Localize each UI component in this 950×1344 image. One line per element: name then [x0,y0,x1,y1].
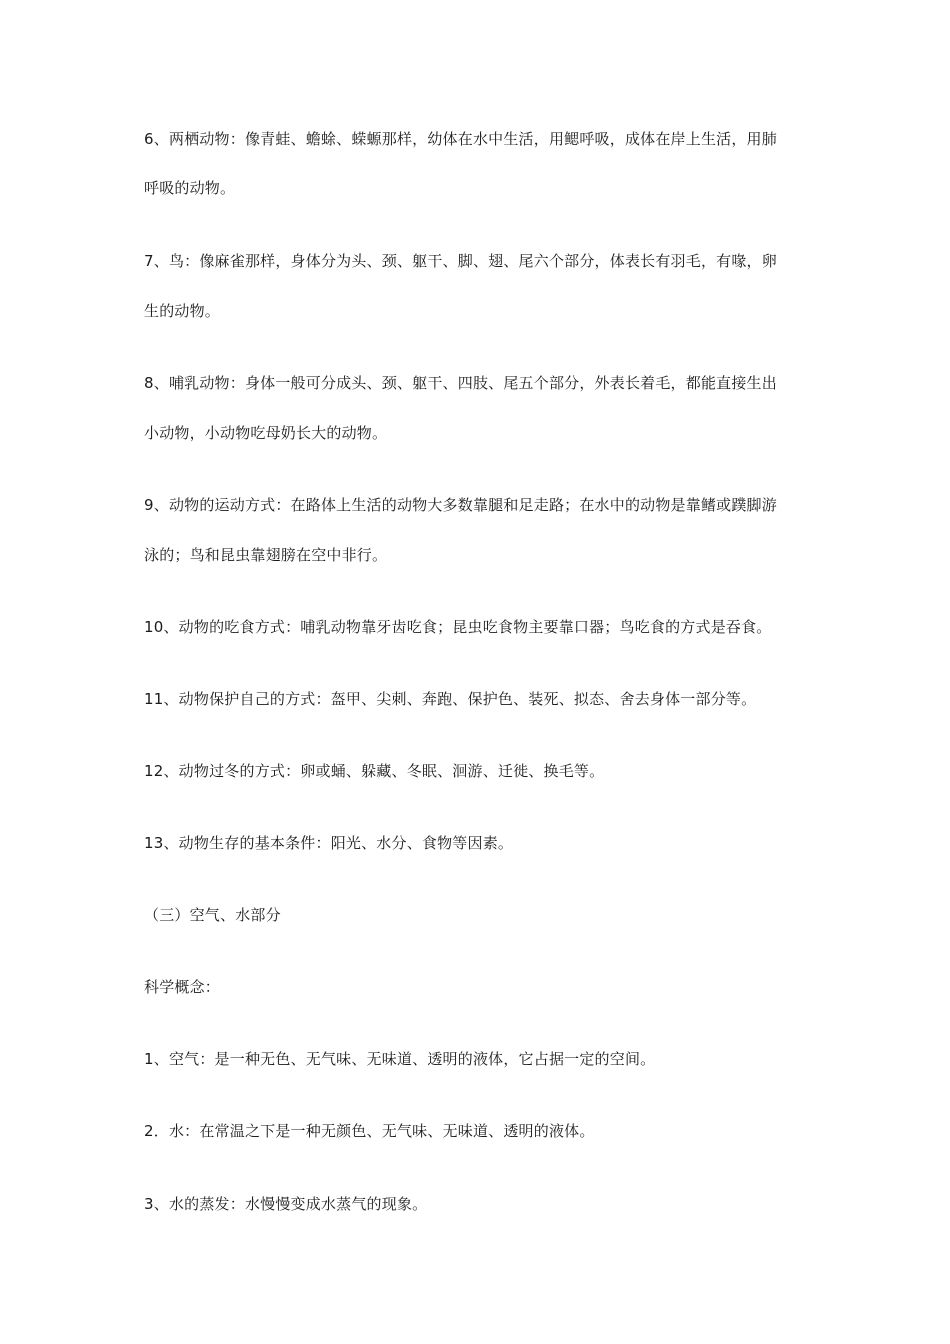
text-line-survival: 13、动物生存的基本条件：阳光、水分、食物等因素。 [144,834,514,852]
text-line-eating: 10、动物的吃食方式：哺乳动物靠牙齿吃食；昆虫吃食物主要靠口器；鸟吃食的方式是吞食。 [144,618,772,636]
text-line-mammal-1: 8、哺乳动物：身体一般可分成头、颈、躯干、四肢、尾五个部分，外表长着毛，都能直接生出 [144,374,777,392]
text-line-protection: 11、动物保护自己的方式：盔甲、尖刺、奔跑、保护色、装死、拟态、舍去身体一部分等。 [144,690,757,708]
text-line-amphibian-2: 呼吸的动物。 [144,179,236,197]
text-line-evaporation: 3、水的蒸发：水慢慢变成水蒸气的现象。 [144,1195,428,1213]
text-line-amphibian-1: 6、两栖动物：像青蛙、蟾蜍、蝾螈那样，幼体在水中生活，用鳃呼吸，成体在岸上生活，用肺 [144,130,777,148]
text-line-wintering: 12、动物过冬的方式：卵或蛹、躲藏、冬眠、洄游、迁徙、换毛等。 [144,762,605,780]
text-line-bird-1: 7、鸟：像麻雀那样，身体分为头、颈、躯干、脚、翅、尾六个部分，体表长有羽毛，有喙，卵 [144,252,777,270]
text-line-air: 1、空气：是一种无色、无气味、无味道、透明的液体，它占据一定的空间。 [144,1050,656,1068]
text-line-movement-2: 泳的；鸟和昆虫靠翅膀在空中非行。 [144,546,388,564]
text-line-water: 2．水：在常温之下是一种无颜色、无气味、无味道、透明的液体。 [144,1122,595,1140]
text-line-mammal-2: 小动物，小动物吃母奶长大的动物。 [144,424,388,442]
text-line-movement-1: 9、动物的运动方式：在路体上生活的动物大多数靠腿和足走路；在水中的动物是靠鳍或蹼脚游 [144,496,777,514]
text-line-bird-2: 生的动物。 [144,302,221,320]
subheading-science-concepts: 科学概念： [144,978,221,996]
section-heading-air-water: （三）空气、水部分 [144,906,281,924]
